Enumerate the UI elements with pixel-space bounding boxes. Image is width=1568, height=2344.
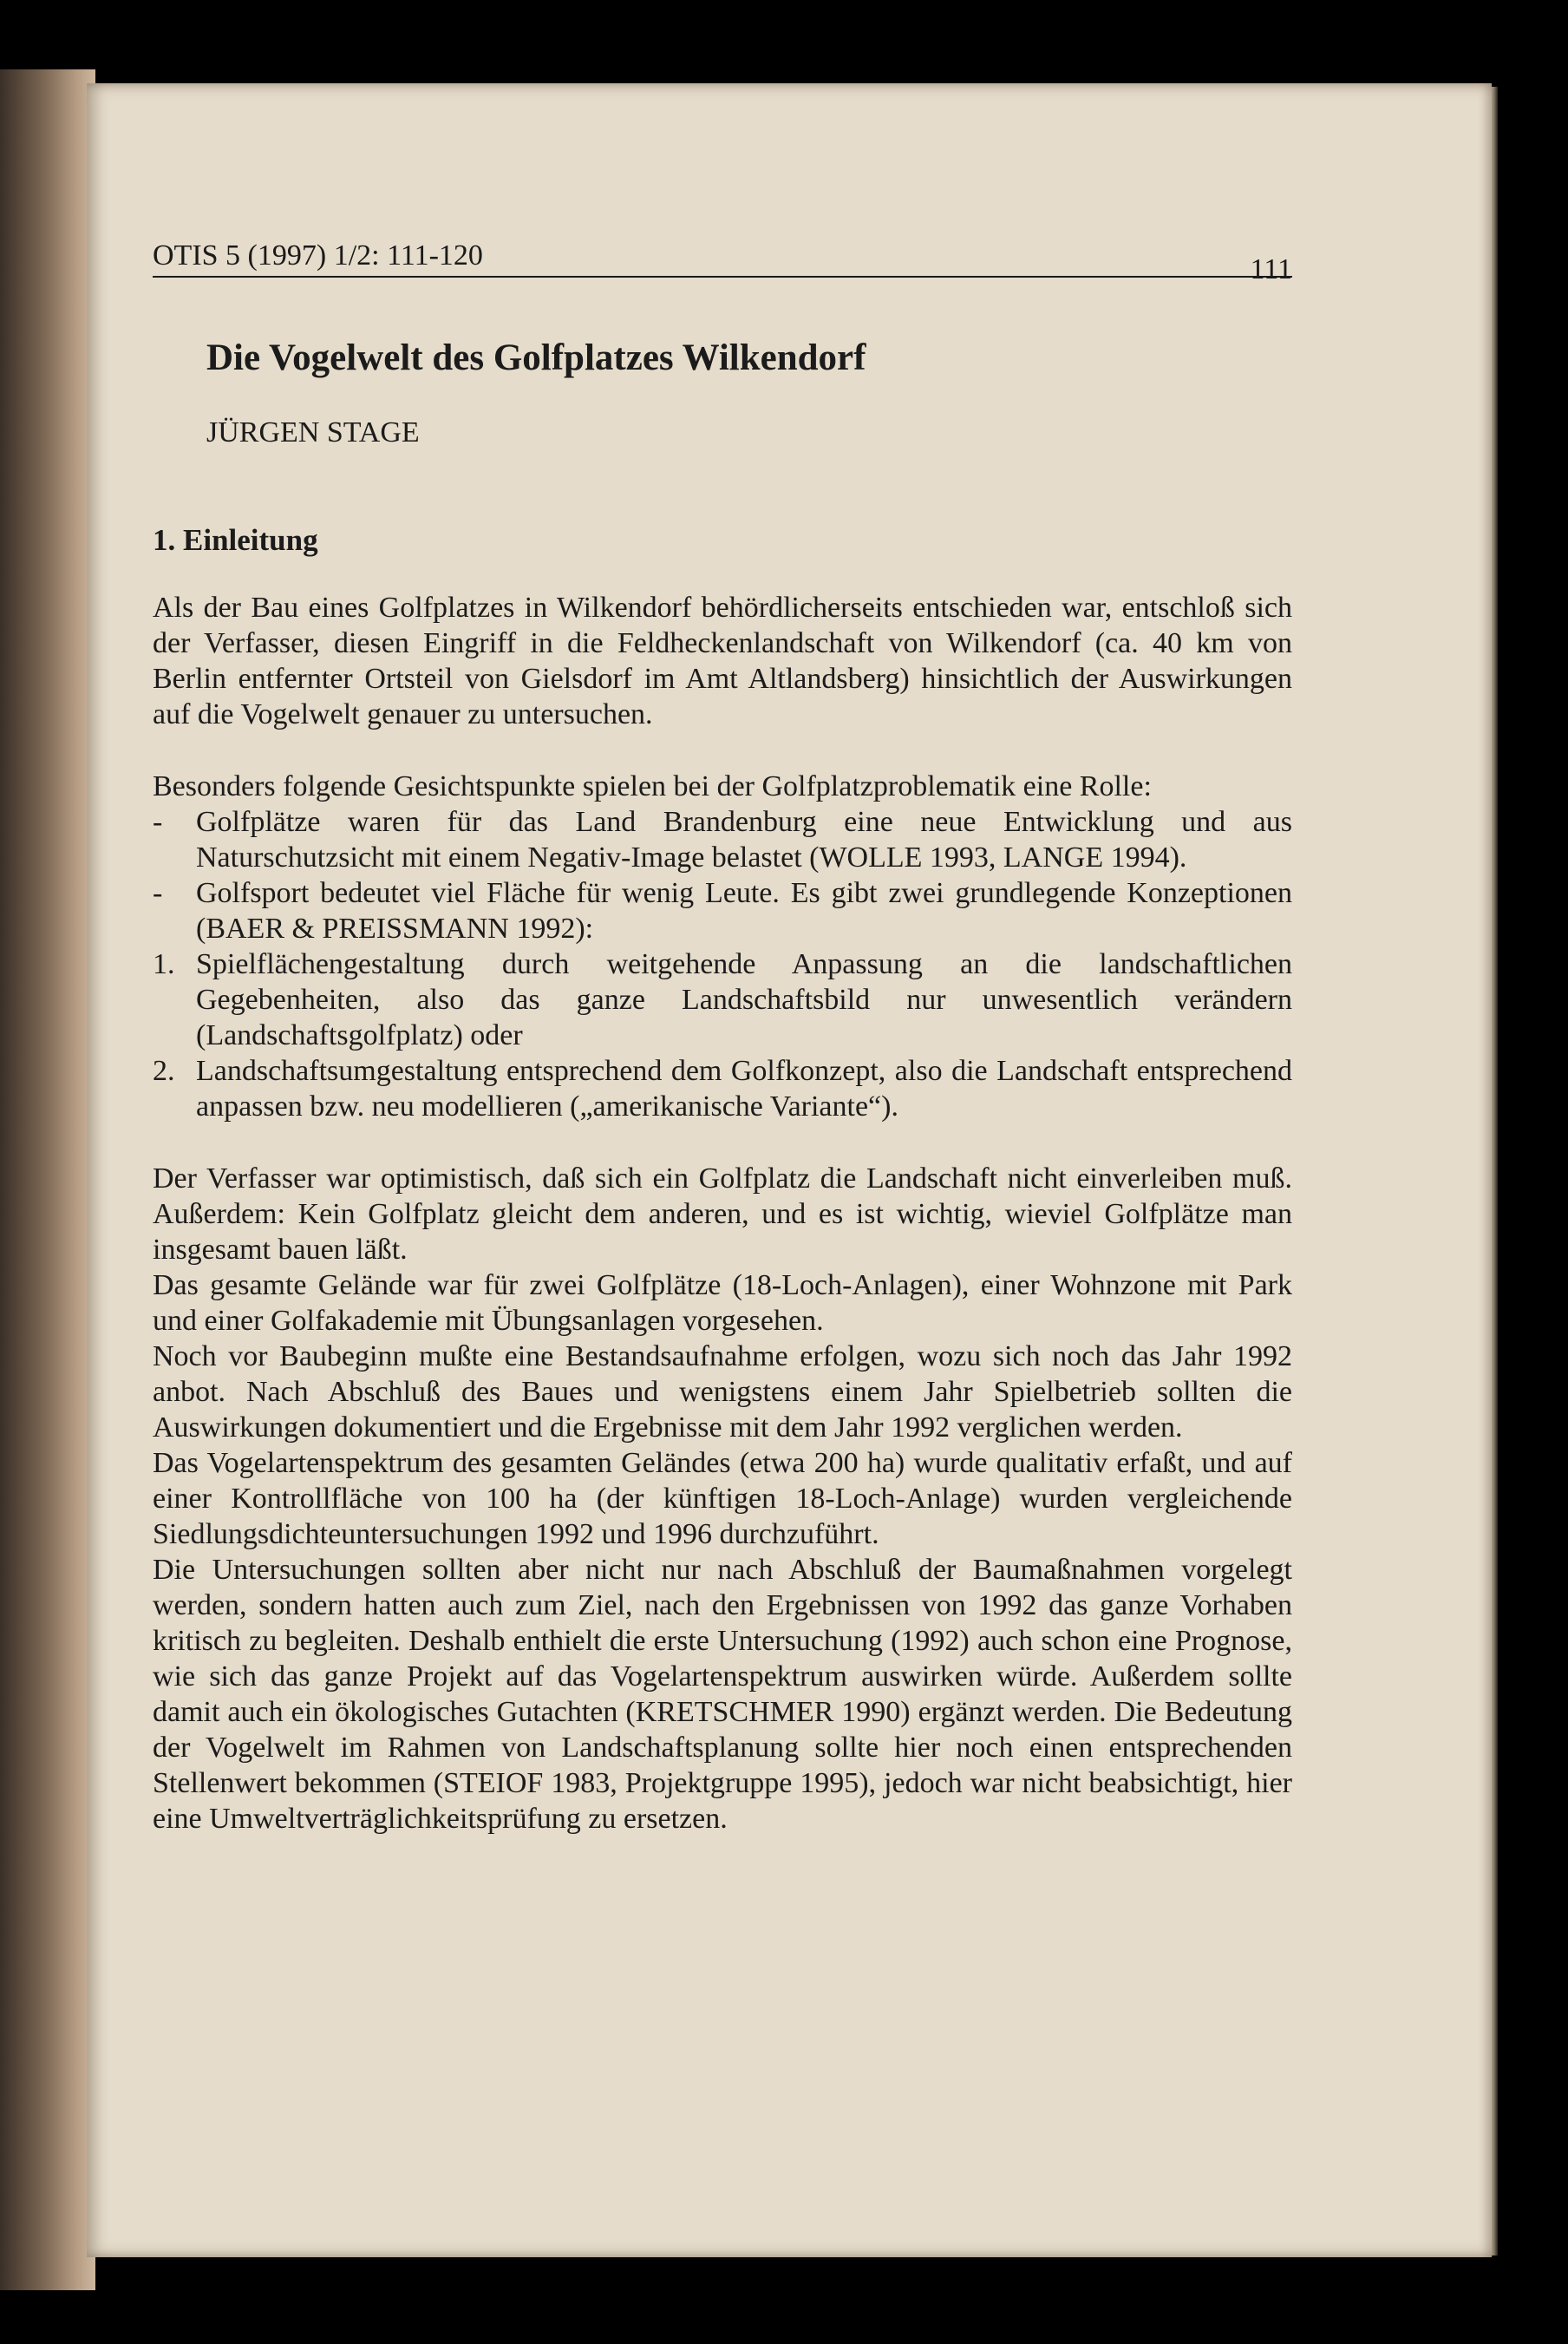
book-spine [0, 69, 95, 2290]
list-item [153, 1053, 1292, 1124]
list-item [153, 875, 1292, 946]
list-item [153, 804, 1292, 875]
paragraph-2-intro: Besonders folgende Gesichtspunkte spielen bei der Golfplatzproblematik eine Rolle: [153, 770, 1152, 802]
article-title: Die Vogelwelt des Golfplatzes Wilkendorf [206, 337, 866, 378]
article-author: JÜRGEN STAGE [206, 416, 420, 449]
list-item [153, 946, 1292, 1053]
list-item-text: Golfplätze waren für das Land Brandenburg eine neue Entwicklung und aus Naturschutzsicht mit einem Negativ-Image belastet (WOLLE 1993, LANGE 1994). [196, 806, 1292, 874]
page-number: 111 [1250, 253, 1292, 285]
list-item-text: Spielflächengestaltung durch weitgehende Anpassung an die landschaftlichen Gegebenheiten, also das ganze Landschaftsbild nur unwesentlich verändern (Landschaftsgolfplatz) oder [196, 948, 1292, 1051]
list-item-text: Landschaftsumgestaltung entsprechend dem Golfkonzept, also die Landschaft entsprechend anpassen bzw. neu modellieren („amerikanische Variante“). [196, 1055, 1292, 1123]
list-marker: 2. [153, 1055, 175, 1087]
list-marker: 1. [153, 948, 175, 980]
list-marker: - [153, 877, 163, 909]
running-header [153, 234, 1292, 285]
paragraph-6: Das Vogelartenspektrum des gesamten Geländes (etwa 200 ha) wurde qualitativ erfaßt, und auf einer Kontrollfläche von 100 ha (der künftigen 18-Loch-Anlage) wurden vergleichende Siedlungsdichteuntersuchungen 1992 und 1996 durchzuführt. [153, 1447, 1292, 1550]
list-marker: - [153, 806, 163, 838]
paragraph-5: Noch vor Baubeginn mußte eine Bestandsaufnahme erfolgen, wozu sich noch das Jahr 1992 anbot. Nach Abschluß des Baues und wenigstens einem Jahr Spielbetrieb sollten die Auswirkungen dokumentiert und die Ergebnisse mit dem Jahr 1992 verglichen werden. [153, 1340, 1292, 1444]
list-item-text: Golfsport bedeutet viel Fläche für wenig Leute. Es gibt zwei grundlegende Konzeptionen (BAER & PREISSMANN 1992): [196, 877, 1292, 945]
paragraph-3: Der Verfasser war optimistisch, daß sich ein Golfplatz die Landschaft nicht einverleiben muß. Außerdem: Kein Golfplatz gleicht dem anderen, und es ist wichtig, wieviel Golfplätze man insgesamt bauen läßt. [153, 1162, 1292, 1266]
section-body [153, 590, 1292, 1837]
section-heading: 1. Einleitung [153, 523, 318, 557]
paragraph-7: Die Untersuchungen sollten aber nicht nur nach Abschluß der Baumaßnahmen vorgelegt werden, sondern hatten auch zum Ziel, nach den Ergebnissen von 1992 das ganze Vorhaben kritisch zu begleiten. Deshalb enthielt die erste Untersuchung (1992) auch schon eine Prognose, wie sich das ganze Projekt auf das Vogelartenspektrum auswirken würde. Außerdem sollte damit auch ein ökologisches Gutachten (KRETSCHMER 1990) ergänzt werden. Die Bedeutung der Vogelwelt im Rahmen von Landschaftsplanung sollte hier noch einen entsprechenden Stellenwert bekommen (STEIOF 1983, Projektgruppe 1995), jedoch war nicht beabsichtigt, hier eine Umweltverträglichkeitsprüfung zu ersetzen. [153, 1554, 1292, 1835]
paragraph-4: Das gesamte Gelände war für zwei Golfplätze (18-Loch-Anlagen), einer Wohnzone mit Park und einer Golfakademie mit Übungsanlagen vorgesehen. [153, 1269, 1292, 1337]
journal-citation: OTIS 5 (1997) 1/2: 111-120 [153, 239, 483, 272]
paragraph-1: Als der Bau eines Golfplatzes in Wilkendorf behördlicherseits entschieden war, entschloß sich der Verfasser, diesen Eingriff in die Feldheckenlandschaft von Wilkendorf (ca. 40 km von Berlin entfernter Ortsteil von Gielsdorf im Amt Altlandsberg) hinsichtlich der Auswirkungen auf die Vogelwelt genauer zu untersuchen. [153, 592, 1292, 730]
